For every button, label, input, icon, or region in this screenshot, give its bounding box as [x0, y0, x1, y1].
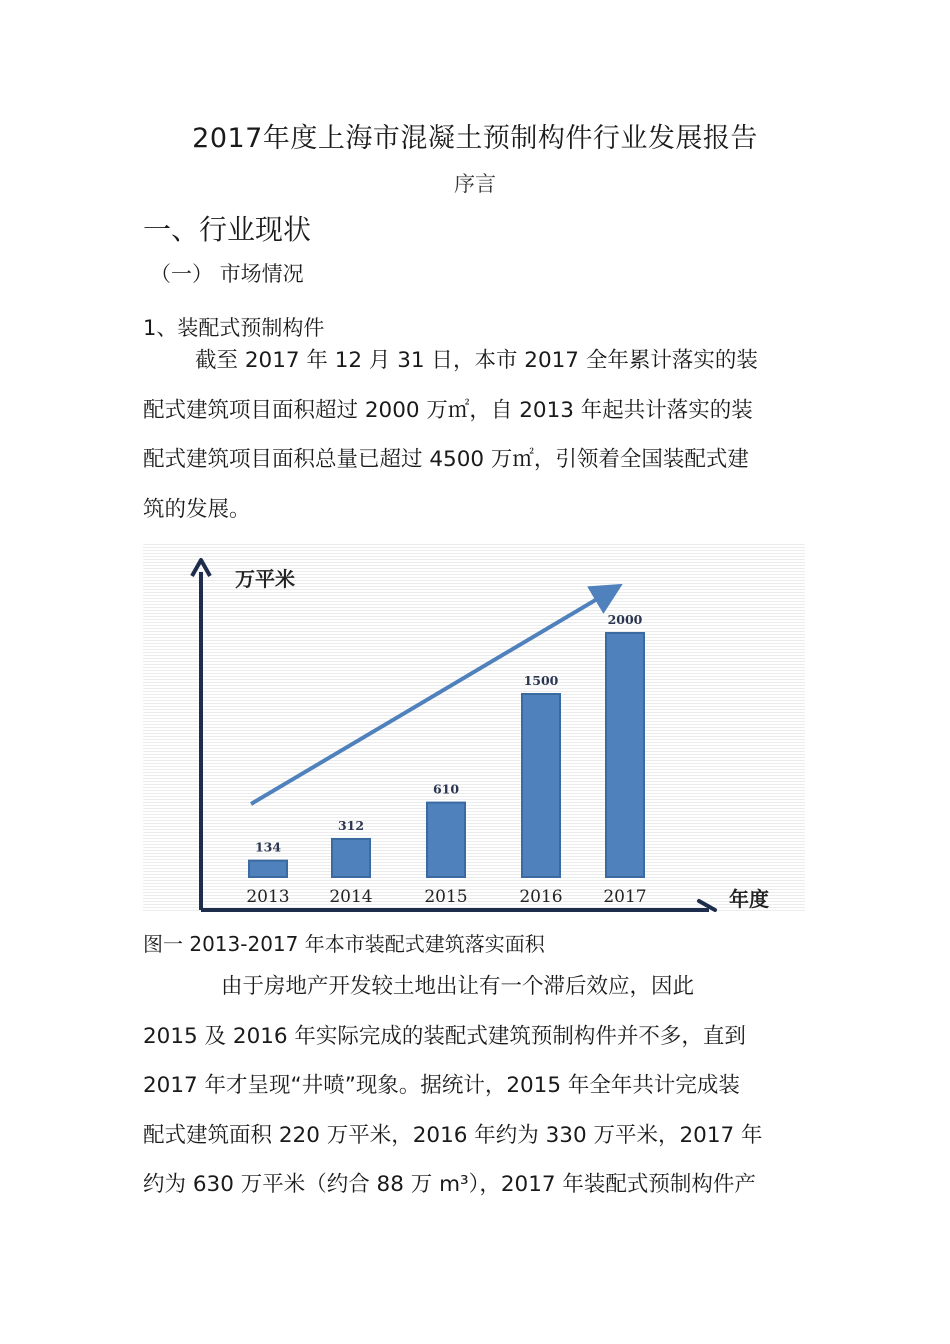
bar-2016 [522, 694, 560, 877]
paragraph-2 [143, 962, 833, 1210]
area-bar-chart [143, 542, 805, 912]
bar-2013 [249, 861, 287, 877]
item-heading: 1、装配式预制构件 [143, 316, 325, 340]
paragraph-line: 配式建筑面积 220 万平米，2016 年约为 330 万平米，2017 年 [143, 1122, 763, 1148]
chart-svg [143, 542, 805, 912]
section-heading-1: 一、行业现状 [143, 213, 312, 246]
subsection-heading: （一） 市场情况 [150, 262, 304, 286]
y-axis-title: 万平米 [235, 567, 295, 591]
paragraph-line: 截至 2017 年 12 月 31 日，本市 2017 全年累计落实的装 [195, 348, 758, 373]
x-tick-label-2015: 2015 [424, 887, 468, 907]
paragraph-line: 筑的发展。 [143, 496, 251, 522]
data-label-2016: 1500 [523, 673, 559, 688]
paragraph-line: 约为 630 万平米（约合 88 万 m³），2017 年装配式预制构件产 [143, 1172, 756, 1197]
bar-2015 [427, 803, 465, 877]
preface-heading: 序言 [454, 172, 496, 196]
bar-2017 [606, 633, 644, 877]
x-axis-title: 年度 [729, 887, 769, 911]
paragraph-line: 由于房地产开发较土地出让有一个滞后效应，因此 [221, 974, 695, 999]
x-tick-label-2013: 2013 [246, 887, 290, 907]
figure-caption: 图一 2013-2017 年本市装配式建筑落实面积 [143, 932, 545, 956]
x-tick-label-2016: 2016 [519, 887, 563, 907]
x-tick-label-2014: 2014 [329, 887, 373, 907]
paragraph-line: 2017 年才呈现“井喷”现象。据统计，2015 年全年共计完成装 [143, 1073, 740, 1098]
report-title: 2017年度上海市混凝土预制构件行业发展报告 [192, 123, 758, 154]
paragraph-line: 配式建筑项目面积总量已超过 4500 万㎡，引领着全国装配式建 [143, 447, 749, 472]
data-label-2017: 2000 [607, 612, 643, 627]
data-label-2013: 134 [254, 839, 282, 855]
bar-2014 [332, 839, 370, 877]
paragraph-line: 配式建筑项目面积超过 2000 万㎡，自 2013 年起共计落实的装 [143, 397, 753, 423]
paragraph-line: 2015 及 2016 年实际完成的装配式建筑预制构件并不多，直到 [143, 1023, 746, 1049]
data-label-2014: 312 [337, 817, 365, 833]
data-label-2015: 610 [432, 781, 460, 797]
paragraph-1 [143, 336, 833, 534]
x-tick-label-2017: 2017 [603, 887, 647, 907]
